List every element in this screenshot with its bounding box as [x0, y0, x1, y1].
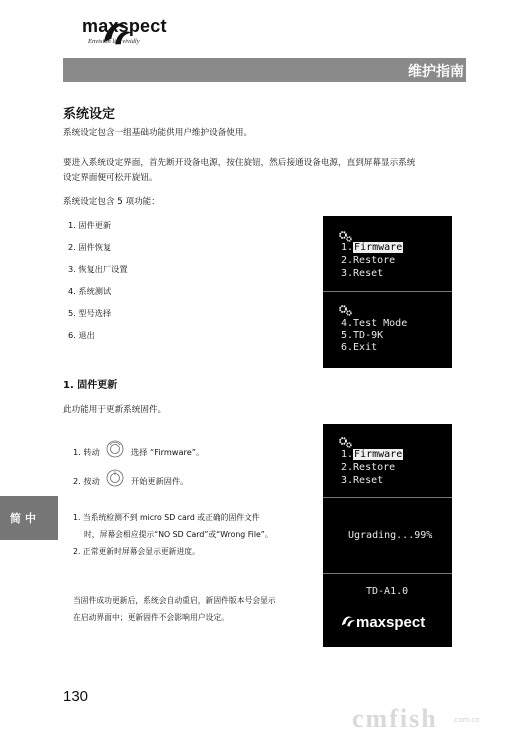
section-intro: 系统设定包含一组基础功能供用户维护设备使用。 — [63, 128, 253, 138]
done-line1: 当固件成功更新后，系统会自动重启，新固件版本号会显示 — [73, 596, 276, 605]
banner-title: 维护指南 — [408, 64, 464, 80]
enter-instruction-line2: 设定界面便可松开旋钮。 — [63, 173, 158, 183]
screen-divider — [323, 497, 452, 498]
list-item: 4. 系统测试 — [68, 286, 112, 296]
section-title: 系统设定 — [63, 107, 116, 122]
step2-post: 开始更新固件。 — [131, 476, 189, 486]
list-item: 5. 型号选择 — [68, 308, 112, 318]
language-tab-label: 简中 — [10, 512, 40, 525]
step2-pre: 2. 按动 — [73, 476, 100, 486]
enter-instruction-line1: 要进入系统设定界面，首先断开设备电源，按住旋钮，然后接通设备电源，直到屏幕显示系统 — [63, 158, 416, 168]
list-item: 2. 固件恢复 — [68, 242, 112, 252]
watermark-domain: .com.cn — [452, 716, 480, 724]
menu-item-test-mode: 4.Test Mode — [341, 318, 408, 329]
function-count: 系统设定包含 5 项功能： — [63, 197, 160, 207]
watermark: cmfish — [352, 704, 438, 733]
screen-brand: maxspect — [356, 614, 426, 631]
note2: 2. 正常更新时屏幕会显示更新进度。 — [73, 547, 200, 556]
step1-post: 选择 “Firmware”。 — [131, 447, 205, 457]
brand-name: maxspect — [82, 16, 167, 36]
list-item: 3. 恢复出厂设置 — [68, 264, 128, 274]
knob-press-icon — [106, 469, 124, 487]
menu-item-firmware: 1.Firmware — [341, 242, 403, 253]
menu-item-model: 5.TD-9K — [341, 330, 384, 341]
menu-item-exit: 6.Exit — [341, 342, 378, 353]
note1-line1: 1. 当系统检测不到 micro SD card 或正确的固件文件 — [73, 513, 260, 522]
menu-item-reset: 3.Reset — [341, 475, 384, 486]
menu-item-firmware: 1.Firmware — [341, 449, 403, 460]
knob-rotate-icon — [106, 440, 124, 458]
gear-icon — [338, 436, 352, 448]
firmware-version: TD-A1.0 — [366, 586, 409, 597]
screen-divider — [323, 573, 452, 574]
gear-icon — [338, 230, 352, 242]
section-banner — [63, 58, 466, 82]
screen-divider — [323, 291, 452, 292]
note1-line2: 时，屏幕会相应提示“NO SD Card”或“Wrong File”。 — [84, 530, 273, 539]
firmware-title: 1. 固件更新 — [63, 380, 118, 391]
menu-item-reset: 3.Reset — [341, 268, 384, 279]
done-line2: 在启动界面中；更新固件不会影响用户设定。 — [73, 613, 229, 622]
step1-pre: 1. 转动 — [73, 447, 100, 457]
list-item: 1. 固件更新 — [68, 220, 112, 230]
menu-item-restore: 2.Restore — [341, 462, 396, 473]
page-number: 130 — [63, 688, 89, 705]
gear-icon — [338, 304, 352, 316]
menu-item-restore: 2.Restore — [341, 255, 396, 266]
update-progress: Ugrading...99% — [348, 530, 433, 541]
firmware-desc: 此功能用于更新系统固件。 — [63, 405, 167, 415]
list-item: 6. 退出 — [68, 330, 95, 340]
brand-tagline: Envision life vividly — [88, 38, 140, 45]
